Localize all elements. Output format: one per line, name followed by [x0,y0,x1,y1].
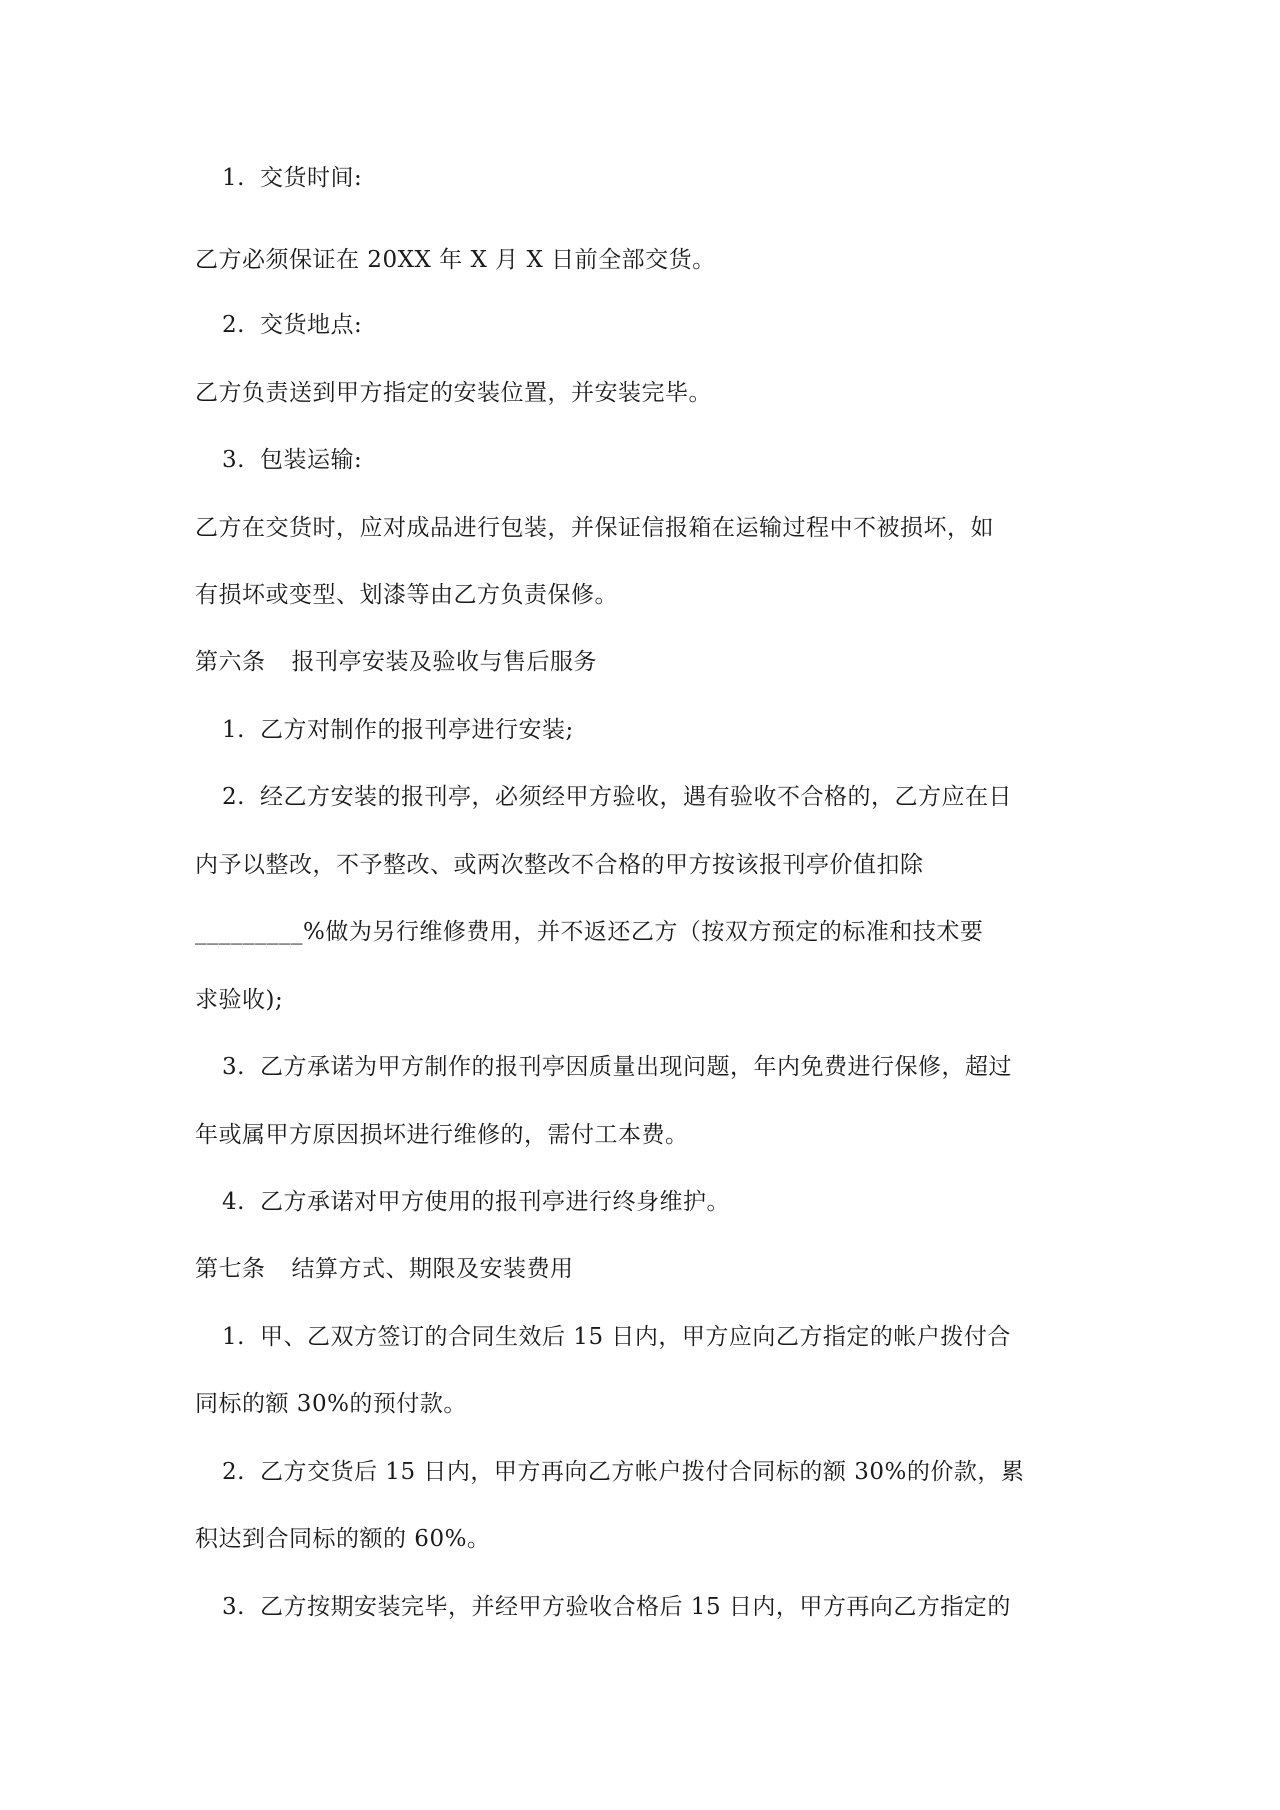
item-text: 交货时间: [260,165,363,191]
list-item [222,1187,730,1217]
list-item-delivery-time [222,163,362,193]
item-number: 1. [222,717,245,743]
list-item [222,1322,1011,1352]
item-number: 4. [222,1189,245,1215]
paragraph: 乙方在交货时，应对成品进行包装，并保证信报箱在运输过程中不被损坏，如 [195,515,994,541]
item-number: 1. [222,165,245,191]
item-text: 乙方按期安装完毕，并经甲方验收合格后 15 日内，甲方再向乙方指定的 [260,1594,1011,1620]
paragraph: 年或属甲方原因损坏进行维修的，需付工本费。 [195,1122,689,1148]
item-text: 甲、乙双方签订的合同生效后 15 日内，甲方应向乙方指定的帐户拨付合 [260,1324,1011,1350]
article-title: 结算方式、期限及安装费用 [291,1256,574,1282]
item-number: 3. [222,1054,245,1080]
paragraph: 乙方必须保证在 20XX 年 X 月 X 日前全部交货。 [195,247,716,273]
list-item [222,1457,1024,1487]
section-heading-article-6 [195,647,597,677]
article-title: 报刊亭安装及验收与售后服务 [291,649,597,675]
item-text: 包装运输: [260,447,363,473]
list-item [222,782,1012,812]
paragraph: 乙方负责送到甲方指定的安装位置，并安装完毕。 [195,380,712,406]
list-item [222,715,574,745]
article-label: 第七条 [195,1256,266,1282]
item-text: 乙方承诺为甲方制作的报刊亭因质量出现问题，年内免费进行保修，超过 [260,1054,1012,1080]
list-item-delivery-place [222,310,362,340]
item-number: 1. [222,1324,245,1350]
item-text: 乙方承诺对甲方使用的报刊亭进行终身维护。 [260,1189,730,1215]
article-label: 第六条 [195,649,266,675]
item-number: 2. [222,312,245,338]
item-text: 经乙方安装的报刊亭，必须经甲方验收，遇有验收不合格的，乙方应在日 [260,784,1012,810]
list-item [222,1052,1012,1082]
item-text: 乙方交货后 15 日内，甲方再向乙方帐户拨付合同标的额 30%的价款，累 [260,1459,1025,1485]
item-number: 3. [222,447,245,473]
section-heading-article-7 [195,1254,574,1284]
item-number: 2. [222,1459,245,1485]
item-text: 乙方对制作的报刊亭进行安装; [260,717,574,743]
item-text: 交货地点: [260,312,363,338]
item-number: 3. [222,1594,245,1620]
paragraph: 内予以整改，不予整改、或两次整改不合格的甲方按该报刊亭价值扣除 [195,852,924,878]
list-item [222,1592,1011,1622]
paragraph: 同标的额 30%的预付款。 [195,1391,467,1417]
paragraph: 积达到合同标的额的 60%。 [195,1526,491,1552]
list-item-packaging [222,445,362,475]
paragraph: 求验收); [195,987,284,1013]
paragraph-with-blank: _________%做为另行维修费用，并不返还乙方（按双方预定的标准和技术要 [195,919,984,945]
paragraph: 有损坏或变型、划漆等由乙方负责保修。 [195,582,618,608]
item-number: 2. [222,784,245,810]
